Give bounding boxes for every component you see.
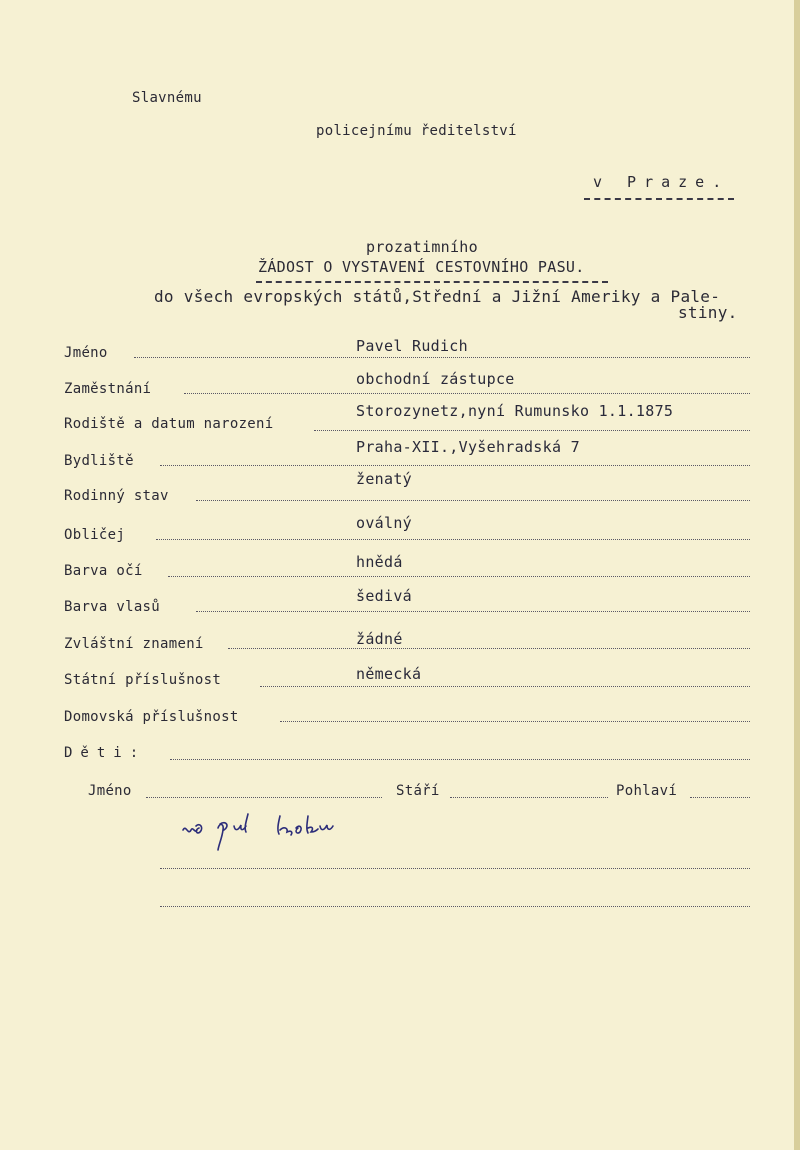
pretitle: prozatimního: [366, 238, 478, 256]
line-children: [170, 759, 750, 760]
children-age-label: Stáří: [396, 783, 440, 799]
line-zamestnani: [184, 393, 750, 394]
title-underline: [256, 281, 608, 283]
addressee: policejnímu ředitelství: [316, 123, 517, 139]
value-znameni: žádné: [356, 630, 403, 648]
value-rodinny-stav: ženatý: [356, 470, 412, 488]
line-statni: [260, 686, 750, 687]
line-znameni: [228, 648, 750, 649]
children-heading: Děti:: [64, 745, 147, 761]
value-barva-vlasu: šedivá: [356, 587, 412, 605]
scope-line-2: stiny.: [678, 303, 738, 322]
children-sex-label: Pohlaví: [616, 783, 678, 799]
label-znameni: Zvláštní znamení: [64, 636, 204, 652]
value-barva-oci: hnědá: [356, 553, 403, 571]
label-domovska: Domovská příslušnost: [64, 709, 239, 725]
label-oblicej: Obličej: [64, 527, 126, 543]
salutation: Slavnému: [132, 90, 202, 106]
line-barva-vlasu: [196, 611, 750, 612]
label-jmeno: Jméno: [64, 345, 108, 361]
label-bydliste: Bydliště: [64, 453, 134, 469]
label-rodinny-stav: Rodinný stav: [64, 488, 169, 504]
children-name-label: Jméno: [88, 783, 132, 799]
value-jmeno: Pavel Rudich: [356, 337, 468, 355]
value-rodiste: Storozynetz,nyní Rumunsko 1.1.1875: [356, 402, 674, 420]
value-oblicej: oválný: [356, 514, 412, 532]
label-statni: Státní příslušnost: [64, 672, 222, 688]
label-barva-oci: Barva očí: [64, 563, 143, 579]
label-zamestnani: Zaměstnání: [64, 381, 152, 397]
value-statni: německá: [356, 665, 422, 683]
line-barva-oci: [168, 576, 750, 577]
line-jmeno: [134, 357, 750, 358]
value-bydliste: Praha-XII.,Vyšehradská 7: [356, 438, 580, 456]
label-rodiste: Rodiště a datum narození: [64, 416, 274, 432]
line-rodiste: [314, 430, 750, 431]
scope-line-1: do všech evropských států,Střední a Jižní Ameriky a Pale-: [154, 287, 721, 306]
line-domovska: [280, 721, 750, 722]
line-children-3: [160, 906, 750, 907]
line-children-sex: [690, 797, 750, 798]
place-underline: [584, 198, 734, 200]
line-children-2: [160, 868, 750, 869]
line-bydliste: [160, 465, 750, 466]
value-zamestnani: obchodní zástupce: [356, 370, 515, 388]
place: v Praze.: [593, 173, 730, 191]
label-barva-vlasu: Barva vlasů: [64, 599, 161, 615]
handwritten-note: [180, 812, 355, 852]
line-oblicej: [156, 539, 750, 540]
form-title: ŽÁDOST O VYSTAVENÍ CESTOVNÍHO PASU.: [258, 258, 585, 276]
line-rodinny-stav: [196, 500, 750, 501]
line-children-age: [450, 797, 608, 798]
line-children-name: [146, 797, 382, 798]
